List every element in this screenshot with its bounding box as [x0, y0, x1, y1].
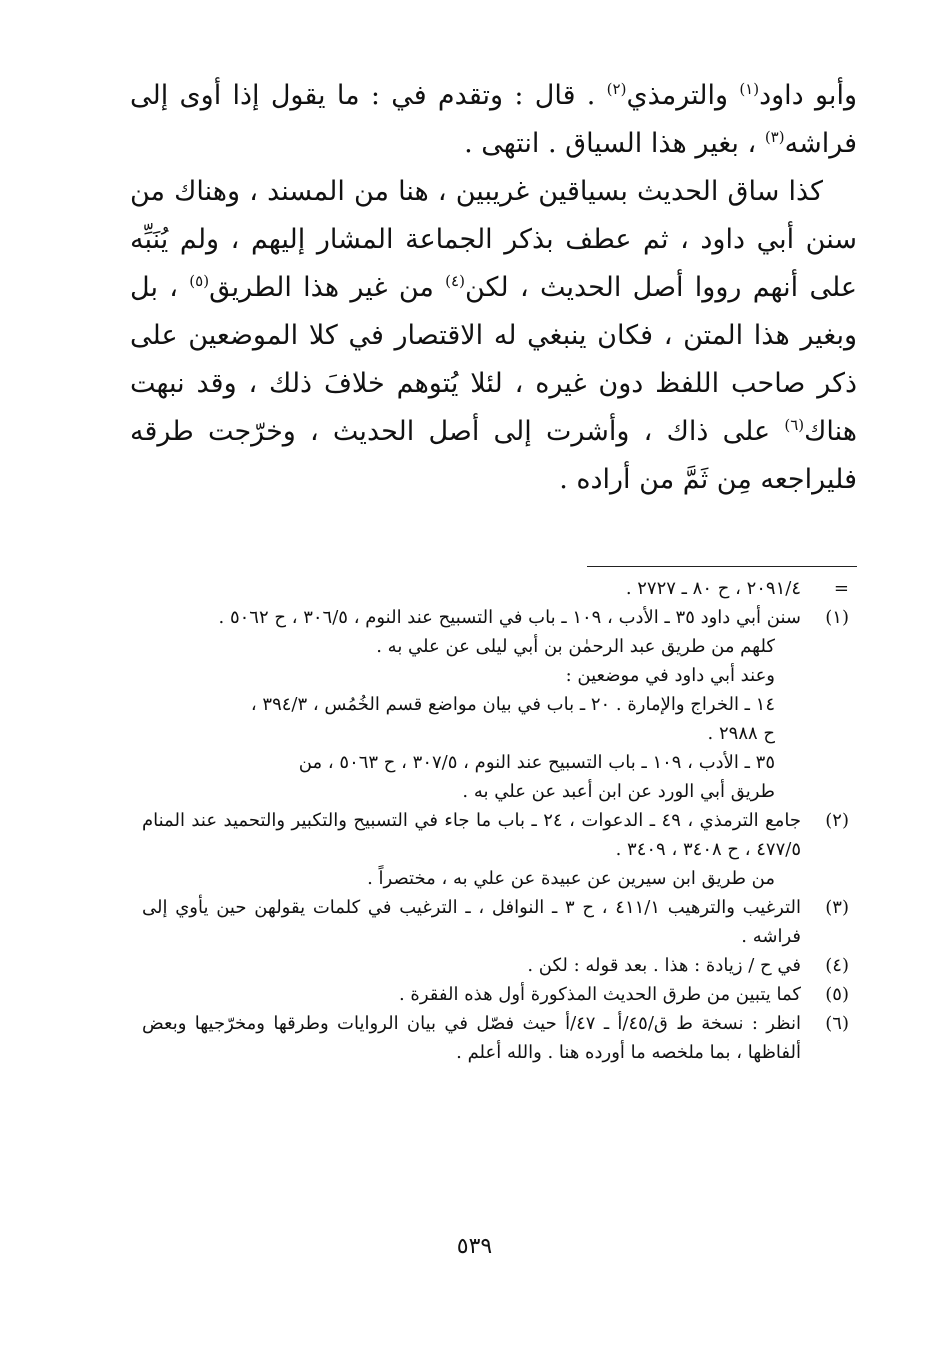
footnote-line: ومخرّجيها وبعض ألفاظها ، بما ملخصه ما أورده هنا . والله أعلم . [142, 1013, 801, 1063]
paragraph [130, 72, 857, 168]
text-run: ، بغير هذا السياق . انتهى . [464, 128, 765, 159]
footnote-line: جامع الترمذي ، ٤٩ ـ الدعوات ، ٢٤ ـ باب ما جاء في التسبيح والتكبير [291, 810, 801, 831]
footnote [142, 980, 849, 1009]
text-run: على ذاك ، وأشرت إلى أصل الحديث ، وخرّجت طرقه [130, 416, 785, 447]
footnote-line: كما يتبين من طرق الحديث المذكورة أول هذه الفقرة . [398, 984, 801, 1005]
footnote-subline: ح ٢٩٨٨ . [707, 723, 775, 744]
page-number: ٥٣٩ [456, 1234, 493, 1259]
footnote [142, 574, 849, 603]
text-run: وأبو داود [759, 80, 857, 111]
footnote-line: ح ٥٠٦٢ . [218, 607, 286, 628]
text-run: كذا ساق الحديث بسياقين غريبين ، هنا من المسند ، وهناك [174, 176, 823, 207]
footnote-marker: (٥) [825, 984, 849, 1005]
text-run: من سنن أبي داود ، ثم عطف بذكر الجماعة المشار إليهم ، ولم يُنَبِّه [130, 176, 857, 255]
footnote-ref: (٢) [606, 80, 627, 98]
footnote-text [142, 1013, 801, 1063]
footnotes [142, 574, 849, 1067]
footnote-subline: ١٤ ـ الخراج والإمارة . ٢٠ ـ باب في بيان مواضع قسم الخُمُس ، ٣٩٤/٣ ، [250, 694, 775, 715]
text-run: . قال : وتقدم في : ما يقول إذا أوى إلى [130, 80, 607, 111]
footnote [142, 806, 849, 893]
footnote-text [527, 955, 801, 976]
paragraph [130, 168, 857, 504]
footnote-marker: (٢) [825, 810, 849, 831]
page-body [130, 72, 857, 504]
main-text [130, 72, 857, 504]
footnote-ref: (٤) [445, 272, 465, 290]
text-run: هناك [804, 416, 857, 447]
footnote-marker: (٤) [825, 955, 849, 976]
footnote-text [142, 897, 801, 947]
footnote [142, 603, 849, 806]
footnote-ref: (٥) [189, 272, 210, 290]
footnote-ref: (١) [739, 80, 760, 98]
footnote-text [626, 578, 801, 599]
footnote-marker: (٣) [825, 897, 849, 918]
footnote-subline: كلهم من طريق عبد الرحمٰن بن أبي ليلى عن علي به . [376, 636, 775, 657]
text-run: ، بل [130, 272, 190, 303]
text-run: فراشه [784, 128, 857, 159]
text-run: من غير هذا الطريق [209, 272, 446, 303]
footnote-line: انظر : نسخة ط ق/٤٥/أ ـ ٤٧/أ حيث فصّل في بيان الروايات وطرقها [273, 1013, 801, 1034]
text-run: فليراجعه مِن ثَمَّ من أراده . [559, 464, 857, 495]
text-run: وبغير هذا المتن ، فكان ينبغي له الاقتصار في كلا الموضعين على [130, 320, 857, 351]
footnote-separator [587, 566, 857, 567]
footnote-subline: طريق أبي الورد عن ابن أعبد عن علي به . [462, 781, 775, 802]
footnote [142, 893, 849, 951]
footnote-text [142, 810, 801, 860]
footnote-marker: (٦) [825, 1013, 849, 1034]
footnote-line: يأوي إلى فراشه . [142, 897, 801, 947]
footnote [142, 951, 849, 980]
footnote-line: والتحميد عند المنام ٤٧٧/٥ ، ح ٣٤٠٨ ، ٣٤٠٩ . [142, 810, 801, 860]
footnote-subline: ٣٥ ـ الأدب ، ١٠٩ ـ باب التسبيح عند النوم ، ٣٠٧/٥ ، ح ٥٠٦٣ ، من [298, 752, 775, 773]
text-run: ذكر صاحب اللفظ دون غيره ، لئلا يُتوهم خلافَ ذلك ، وقد نبهت [130, 368, 857, 399]
footnote-marker: = [833, 578, 849, 599]
text-run: والترمذي [626, 80, 740, 111]
footnote-subline: من طريق ابن سيرين عن عبيدة عن علي به ، مختصراً . [367, 868, 775, 889]
footnote-line: ٢٠٩١/٤ ، ح ٨٠ ـ ٢٧٢٧ . [625, 578, 801, 599]
footnote-text [218, 607, 801, 628]
footnote-marker: (١) [825, 607, 849, 628]
footnote-line: الترغيب والترهيب ٤١١/١ ، ح ٣ ـ النوافل ، ـ الترغيب في كلمات يقولهن حين [216, 897, 801, 918]
footnote [142, 1009, 849, 1067]
footnote-text [399, 984, 801, 1005]
text-run: على أنهم رووا أصل الحديث ، لكن [464, 272, 857, 303]
footnote-subline: وعند أبي داود في موضعين : [565, 665, 775, 686]
footnote-line: في ح / زيادة : هذا . بعد قوله : لكن . [527, 955, 801, 976]
footnote-ref: (٣) [764, 128, 785, 146]
footnote-line: سنن أبي داود ٣٥ ـ الأدب ، ١٠٩ ـ باب في التسبيح عند النوم ، ٣٠٦/٥ ، [291, 607, 801, 628]
footnote-ref: (٦) [784, 416, 805, 434]
